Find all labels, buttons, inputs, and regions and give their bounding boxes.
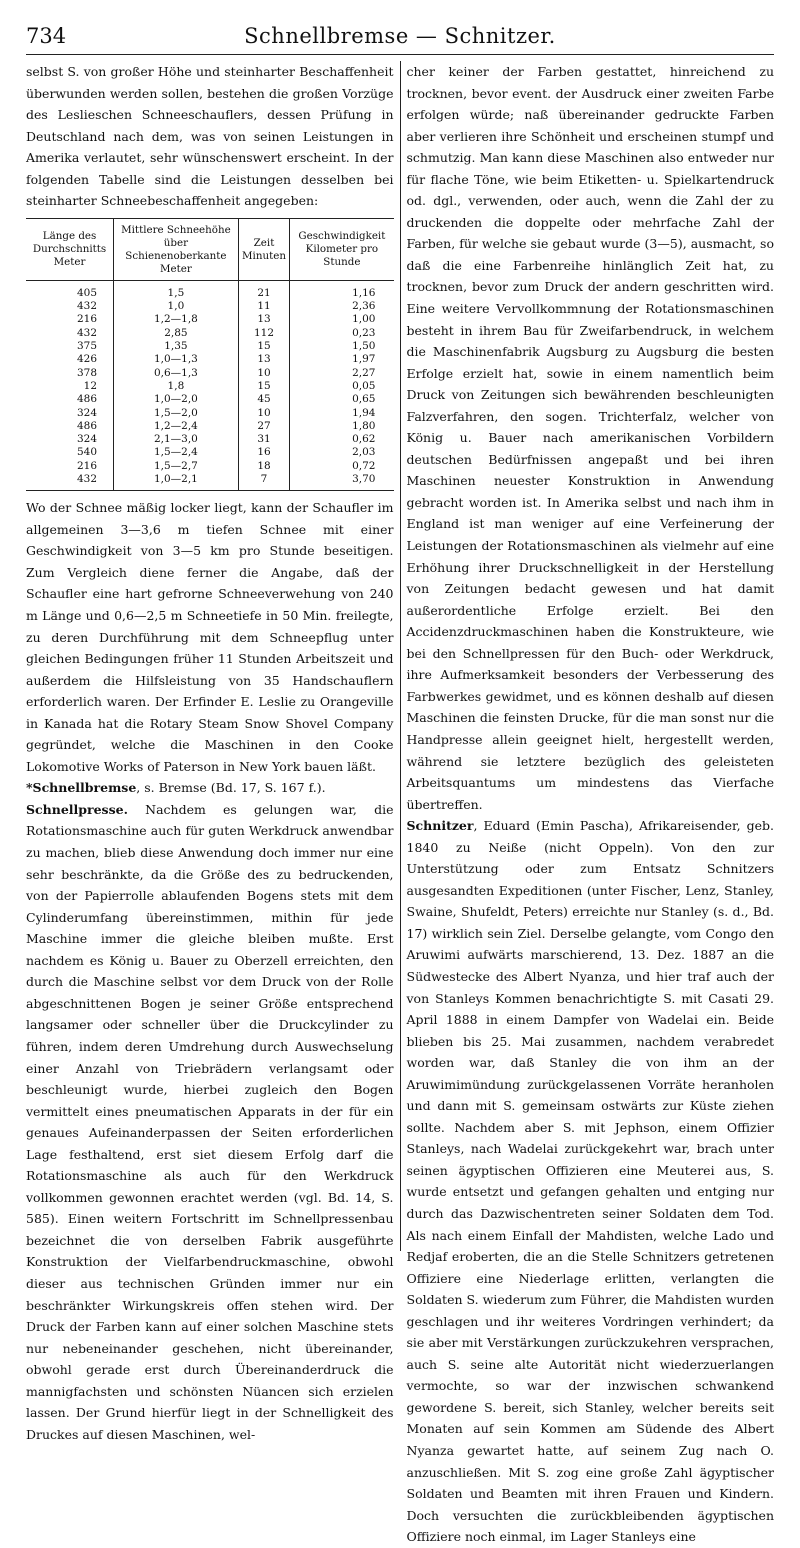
table-cell: 426 bbox=[77, 353, 98, 366]
table-cell: 486 bbox=[77, 419, 98, 432]
right-paragraph-1: cher keiner der Farben gestattet, hinreichend zu trocknen, bevor event. der Ausdruck einer zweiten Farbe erfolgen würde; naß übereinander gedruckte Farben aber verlieren ihre Schönheit und erscheinen stumpf und schmutzig. Man kann diese Maschinen also entweder nur für flache Töne, wie beim Etiketten- u. Spielkartendruck od. dgl., verwenden, oder auch, wenn die Zahl der zu druckenden die doppelte oder mehrfache Zahl der Farben, für welche sie gebaut wurde (3—5), ausmacht, so daß die eine Farbenreihe hinlänglich Zeit hat, zu trocknen, bevor zum Druck der andern geschritten wird. Eine weitere Vervollkommnung der Rotationsmaschinen besteht in ihrem Bau für Zweifarbendruck, in welchem die Maschinenfabrik Augsburg zu Augsburg die besten Erfolge erzielt hat, sowie in einem namentlich beim Druck von Zeitungen sich bewährenden beschleunigten Falzverfahren, den sogen. Trichterfalz, welcher von König u. Bauer nach amerikanischen Vorbildern deutschen Bedürfnissen angepaßt und bei ihren Maschinen neuester Konstruktion in Anwendung gebracht worden ist. In Amerika selbst und nach ihm in England ist man weniger auf eine Verfeinerung der Leistungen der Rotationsmaschinen als vielmehr auf eine Erhöhung ihrer Druckschnelligkeit in der Herstellung von Zeitungen bedacht gewesen und hat damit außerordentliche Erfolge erzielt. Bei den Accidenzdruckmaschinen haben die Konstrukteure, wie bei den Schnellpressen für den Buch- oder Werkdruck, ihre Aufmerksamkeit besonders der Verbesserung des Farbwerkes gewidmet, und es können deshalb auf diesen Maschinen die feinsten Drucke, für die man sonst nur die Handpresse allein geeignet hielt, hergestellt werden, während sie letztere bezüglich des geleisteten Arbeitsquantums um mindestens das Vierfache übertreffen. bbox=[406, 64, 774, 812]
table-cell: 378 bbox=[77, 366, 98, 379]
table-cell: 1,8 bbox=[114, 380, 239, 393]
table-cell: 15 bbox=[238, 380, 289, 393]
table-header-time: Zeit Minuten bbox=[238, 218, 289, 280]
columns bbox=[26, 61, 774, 1545]
table-cell: 11 bbox=[238, 300, 289, 313]
running-title: Schnellbremse — Schnitzer. bbox=[244, 24, 556, 48]
table-header-speed: Geschwindigkeit Kilometer pro Stunde bbox=[290, 218, 394, 280]
page-number: 734 bbox=[26, 24, 67, 48]
table-cell: 0,05 bbox=[290, 380, 394, 393]
table-header-length: Länge des Durchschnitts Meter bbox=[26, 218, 114, 280]
table-cell: 216 bbox=[77, 313, 98, 326]
table-cell: 432 bbox=[77, 300, 98, 313]
table-row bbox=[26, 446, 394, 459]
table-cell: 2,27 bbox=[290, 367, 394, 380]
table-cell: 1,5—2,7 bbox=[114, 460, 239, 473]
left-paragraph-2: Wo der Schnee mäßig locker liegt, kann der Schaufler im allgemeinen 3—3,6 m tiefen Schnee mit einer Geschwindigkeit von 3—5 km pro Stunde beseitigen. Zum Vergleich diene ferner die Angabe, daß der Schaufler eine hart gefrorne Schneeverwehung von 240 m Länge und 0,6—2,5 m Schneetiefe in 50 Min. freilegte, zu deren Durchführung mit dem Schneepflug unter gleichen Bedingungen früher 11 Stunden Arbeitszeit und außerdem die Hilfsleistung von 35 Handschauflern erforderlich waren. Der Erfinder E. Leslie zu Orangeville in Kanada hat die Rotary Steam Snow Shovel Company gegründet, welche die Maschinen in den Cooke Lokomotive Works of Paterson in New York bauen läßt. bbox=[26, 500, 394, 774]
table-cell: 1,35 bbox=[114, 340, 239, 353]
table-header-snow-height: Mittlere Schneehöhe über Schienenoberkante Meter bbox=[114, 218, 239, 280]
table-row bbox=[26, 340, 394, 353]
table-row bbox=[26, 313, 394, 326]
table-row bbox=[26, 433, 394, 446]
table-cell: 18 bbox=[238, 460, 289, 473]
table-row bbox=[26, 380, 394, 393]
table-row bbox=[26, 460, 394, 473]
table-cell: 324 bbox=[77, 406, 98, 419]
table-cell: 31 bbox=[238, 433, 289, 446]
table-cell: 12 bbox=[83, 379, 98, 392]
left-paragraph-1-table-intro: In der folgenden Tabelle sind die Leistungen desselben bei steinharter Schneebeschaffenheit angegeben: bbox=[26, 150, 394, 209]
table-cell: 16 bbox=[238, 446, 289, 459]
table-cell: 2,1—3,0 bbox=[114, 433, 239, 446]
table-row bbox=[26, 353, 394, 366]
lemma-schnellpresse: Schnellpresse. bbox=[26, 801, 128, 817]
table-cell: 405 bbox=[77, 286, 98, 299]
left-column bbox=[26, 61, 394, 1442]
table-cell: 13 bbox=[238, 353, 289, 366]
table-row bbox=[26, 420, 394, 433]
table-cell: 1,2—1,8 bbox=[114, 313, 239, 326]
left-paragraph-1-text: selbst S. von großer Höhe und steinharter Beschaffenheit überwunden werden sollen, bestehen die großen Vorzüge des Leslieschen Schneeschauflers, dessen Prüfung in Deutschland nach dem, was von seinen Leistungen in Amerika verlautet, sehr wünschenswert erscheint. bbox=[26, 64, 394, 166]
table-cell: 10 bbox=[238, 367, 289, 380]
table-cell: 1,94 bbox=[290, 407, 394, 420]
table-row bbox=[26, 473, 394, 491]
table-cell: 1,0—2,1 bbox=[114, 473, 239, 491]
table-cell: 1,2—2,4 bbox=[114, 420, 239, 433]
table-cell: 486 bbox=[77, 393, 98, 406]
table-cell: 1,0—1,3 bbox=[114, 353, 239, 366]
table-cell: 13 bbox=[238, 313, 289, 326]
table-cell: 1,5—2,4 bbox=[114, 446, 239, 459]
table-cell: 0,6—1,3 bbox=[114, 367, 239, 380]
table-cell: 10 bbox=[238, 407, 289, 420]
table-cell: 27 bbox=[238, 420, 289, 433]
table-cell: 540 bbox=[77, 446, 98, 459]
table-cell: 2,36 bbox=[290, 300, 394, 313]
page-header bbox=[26, 22, 774, 55]
table-cell: 375 bbox=[77, 340, 98, 353]
table-cell: 1,50 bbox=[290, 340, 394, 353]
table-cell: 21 bbox=[238, 280, 289, 300]
table-cell: 0,65 bbox=[290, 393, 394, 406]
lemma-schnitzer: Schnitzer bbox=[406, 818, 474, 834]
table-cell: 432 bbox=[77, 473, 98, 486]
table-cell: 2,03 bbox=[290, 446, 394, 459]
table-cell: 432 bbox=[77, 326, 98, 339]
table-row bbox=[26, 367, 394, 380]
table-cell: 112 bbox=[238, 327, 289, 340]
table-cell: 0,62 bbox=[290, 433, 394, 446]
entry-schnellbremse bbox=[26, 777, 394, 799]
table-cell: 3,70 bbox=[290, 473, 394, 491]
table-cell: 1,5 bbox=[114, 280, 239, 300]
right-column bbox=[406, 61, 775, 1545]
table-body bbox=[26, 280, 394, 490]
left-paragraph-1 bbox=[26, 61, 394, 212]
table-header-row bbox=[26, 218, 394, 280]
table-row bbox=[26, 327, 394, 340]
table-row bbox=[26, 393, 394, 406]
table-cell: 2,85 bbox=[114, 327, 239, 340]
table-cell: 1,0 bbox=[114, 300, 239, 313]
table-cell: 0,72 bbox=[290, 460, 394, 473]
table-row bbox=[26, 407, 394, 420]
table-cell: 1,97 bbox=[290, 353, 394, 366]
table-row bbox=[26, 300, 394, 313]
table-row bbox=[26, 280, 394, 300]
entry-schnitzer bbox=[407, 815, 775, 1548]
table-cell: 1,00 bbox=[290, 313, 394, 326]
column-divider bbox=[400, 61, 401, 1251]
table-cell: 1,0—2,0 bbox=[114, 393, 239, 406]
table-cell: 1,16 bbox=[290, 280, 394, 300]
entry-schnitzer-text: , Eduard (Emin Pascha), Afrikareisender, geb. 1840 zu Neiße (nicht Oppeln). Von den zur Unterstützung oder zum Entsatz Schnitzers ausgesandten Expeditionen (unter Fischer, Lenz, Stanley, Swaine, Shufeldt, Peters) erreichte nur Stanley (s. d., Bd. 17) wirklich sein Ziel. Derselbe gelangte, vom Congo den Aruwimi aufwärts marschierend, 13. Dez. 1887 an die Südwestecke des Albert Nyanza, und hier traf auch der von Stanleys Kommen benachrichtigte S. mit Casati 29. April 1888 in einem Dampfer von Wadelai ein. Beide blieben bis 25. Mai zusammen, nachdem verabredet worden war, daß Stanley die von ihm an der Aruwimimündung zurückgelassenen Vorräte heranholen und dann mit S. gemeinsam ostwärts zur Küste ziehen sollte. Nachdem aber S. mit Jephson, einem Offizier Stanleys, nach Wadelai zurückgekehrt war, brach unter seinen ägyptischen Offizieren eine Meuterei aus, S. wurde entsetzt und gefangen gehalten und entging nur durch das Dazwischentreten seiner Soldaten dem Tod. Als nach einem Einfall der Mahdisten, welche Lado und Redjaf eroberten, die an die Stelle Schnitzers getretenen Offiziere eine Niederlage erlitten, verlangten die Soldaten S. wiederum zum Führer, die Mahdisten wurden geschlagen und ihr weiteres Vordringen verhindert; da sie aber mit Verstärkungen zurückzukehren versprachen, auch S. seine alte Autorität nicht wiederzuerlangen vermochte, so war der inzwischen schwankend gewordene S. bereit, sich Stanley, welcher bereits seit Monaten auf sein Kommen am Südende des Albert Nyanza gewartet hatte, auf seinem Zug nach O. anzuschließen. Mit S. zog eine große Zahl ägyptischer Soldaten und Beamten mit ihren Frauen und Kindern. Doch versuchten die zurückbleibenden ägyptischen Offiziere noch einmal, im Lager Stanleys eine bbox=[406, 818, 774, 1545]
table-cell: 15 bbox=[238, 340, 289, 353]
lemma-schnellbremse: *Schnellbremse bbox=[26, 780, 137, 796]
performance-table bbox=[26, 218, 394, 491]
table-cell: 1,80 bbox=[290, 420, 394, 433]
table-cell: 216 bbox=[77, 459, 98, 472]
table-cell: 1,5—2,0 bbox=[114, 407, 239, 420]
table-cell: 45 bbox=[238, 393, 289, 406]
entry-schnellpresse bbox=[26, 799, 394, 1445]
table-cell: 0,23 bbox=[290, 327, 394, 340]
entry-schnellbremse-text: , s. Bremse (Bd. 17, S. 167 f.). bbox=[136, 780, 326, 796]
table-cell: 7 bbox=[238, 473, 289, 491]
entry-schnellpresse-text: Nachdem es gelungen war, die Rotationsmaschine auch für guten Werkdruck anwendbar zu machen, blieb diese Anwendung doch immer nur eine sehr beschränkte, da die Größe des zu bedruckenden, von der Papierrolle ablaufenden Bogens stets mit dem Cylinderumfang übereinstimmen, mithin für jede Maschine immer die gleiche bleiben mußte. Erst nachdem es König u. Bauer zu Oberzell erreichten, den durch die Maschine selbst vor dem Druck von der Rolle abgeschnittenen Bogen je seiner Größe entsprechend langsamer oder schneller über die Druckcylinder zu führen, indem deren Umdrehung durch Auswechselung einer Anzahl von Triebrädern verlangsamt oder beschleunigt wurde, hierbei zugleich den Bogen vermittelt eines pneumatischen Apparats in der für ein genaues Aufeinanderpassen der Seiten erforderlichen Lage festhaltend, erst siet diesem Erfolg darf die Rotationsmaschine als auch für den Werkdruck vollkommen gewonnen erachtet werden (vgl. Bd. 14, S. 585). Einen weitern Fortschritt im Schnellpressenbau bezeichnet die von derselben Fabrik ausgeführte Konstruktion der Vielfarbendruckmaschine, obwohl dieser aus technischen Gründen immer nur ein beschränkter Wirkungskreis offen stehen wird. Der Druck der Farben kann auf einer solchen Maschine stets nur nebeneinander geschehen, nicht übereinander, obwohl gerade erst durch Übereinanderdruck die mannigfachsten und schönsten Nüancen sich erzielen lassen. Der Grund hierfür liegt in der Schnelligkeit des Druckes auf diesen Maschinen, wel- bbox=[26, 801, 394, 1442]
table-cell: 324 bbox=[77, 433, 98, 446]
